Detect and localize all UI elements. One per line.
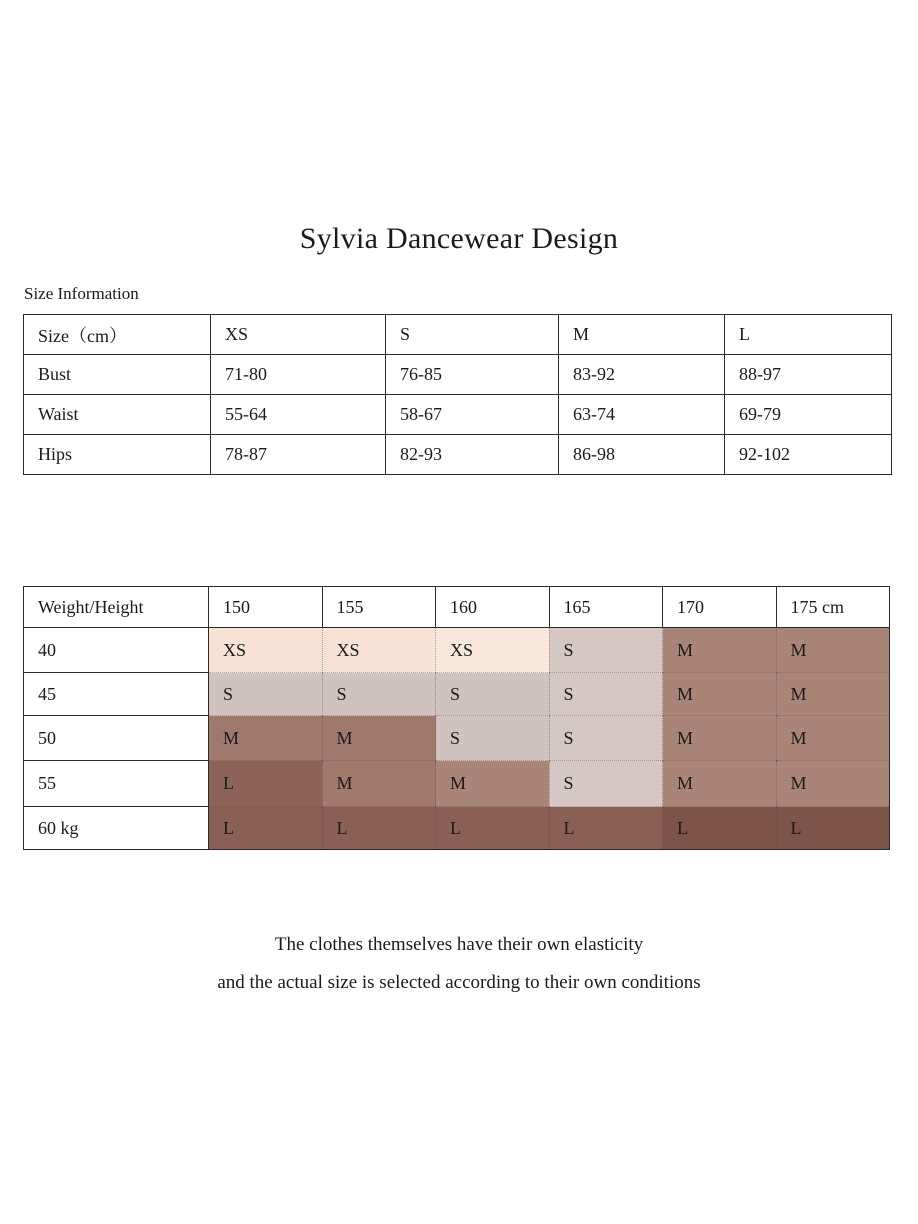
table-row (24, 587, 890, 628)
wh-row-label: 60 kg (24, 807, 209, 850)
size-row-value: 55-64 (211, 395, 386, 435)
size-row-value: 86-98 (559, 435, 725, 475)
wh-header-3: 160 (436, 587, 550, 628)
table-row (24, 673, 890, 716)
wh-header-6: 175 cm (776, 587, 890, 628)
wh-cell: M (776, 761, 890, 807)
wh-cell: XS (436, 628, 550, 673)
size-information-table (23, 314, 892, 475)
size-row-value: 92-102 (725, 435, 892, 475)
weight-height-table (23, 586, 890, 850)
wh-cell: M (322, 761, 436, 807)
size-table-header-4: L (725, 315, 892, 355)
wh-cell: L (436, 807, 550, 850)
wh-row-label: 55 (24, 761, 209, 807)
page-title: Sylvia Dancewear Design (299, 222, 619, 255)
wh-cell: L (209, 761, 323, 807)
wh-cell: S (209, 673, 323, 716)
size-row-label: Hips (24, 435, 211, 475)
wh-cell: S (549, 761, 663, 807)
size-table-header-2: S (386, 315, 559, 355)
wh-cell: L (209, 807, 323, 850)
table-row (24, 395, 892, 435)
wh-cell: S (549, 716, 663, 761)
table-row (24, 628, 890, 673)
wh-cell: M (663, 716, 777, 761)
footnote-line-1: The clothes themselves have their own elasticity (274, 934, 644, 955)
footnote-line-2: and the actual size is selected according to their own conditions (217, 972, 701, 993)
wh-cell: L (549, 807, 663, 850)
wh-cell: S (436, 673, 550, 716)
wh-cell: L (322, 807, 436, 850)
wh-row-label: 50 (24, 716, 209, 761)
wh-cell: L (663, 807, 777, 850)
wh-cell: L (776, 807, 890, 850)
wh-cell: S (549, 628, 663, 673)
size-row-label: Bust (24, 355, 211, 395)
size-row-value: 58-67 (386, 395, 559, 435)
wh-row-label: 45 (24, 673, 209, 716)
size-row-value: 63-74 (559, 395, 725, 435)
table-row (24, 315, 892, 355)
wh-cell: XS (322, 628, 436, 673)
wh-cell: M (663, 628, 777, 673)
wh-cell: M (436, 761, 550, 807)
wh-cell: S (549, 673, 663, 716)
wh-header-0: Weight/Height (24, 587, 209, 628)
wh-cell: M (663, 673, 777, 716)
wh-cell: M (209, 716, 323, 761)
wh-cell: M (776, 628, 890, 673)
wh-cell: S (322, 673, 436, 716)
size-row-value: 76-85 (386, 355, 559, 395)
table-row (24, 807, 890, 850)
wh-header-4: 165 (549, 587, 663, 628)
size-row-label: Waist (24, 395, 211, 435)
wh-header-1: 150 (209, 587, 323, 628)
size-row-value: 69-79 (725, 395, 892, 435)
size-row-value: 78-87 (211, 435, 386, 475)
size-table-header-0: Size（cm） (24, 315, 211, 355)
wh-cell: M (663, 761, 777, 807)
size-row-value: 83-92 (559, 355, 725, 395)
table-row (24, 435, 892, 475)
wh-header-5: 170 (663, 587, 777, 628)
wh-cell: M (776, 716, 890, 761)
size-row-value: 82-93 (386, 435, 559, 475)
size-row-value: 88-97 (725, 355, 892, 395)
wh-header-2: 155 (322, 587, 436, 628)
size-information-label: Size Information (24, 284, 139, 303)
wh-cell: M (322, 716, 436, 761)
table-row (24, 761, 890, 807)
wh-cell: S (436, 716, 550, 761)
size-table-header-1: XS (211, 315, 386, 355)
table-row (24, 716, 890, 761)
table-row (24, 355, 892, 395)
wh-cell: M (776, 673, 890, 716)
wh-cell: XS (209, 628, 323, 673)
size-table-header-3: M (559, 315, 725, 355)
size-row-value: 71-80 (211, 355, 386, 395)
wh-row-label: 40 (24, 628, 209, 673)
